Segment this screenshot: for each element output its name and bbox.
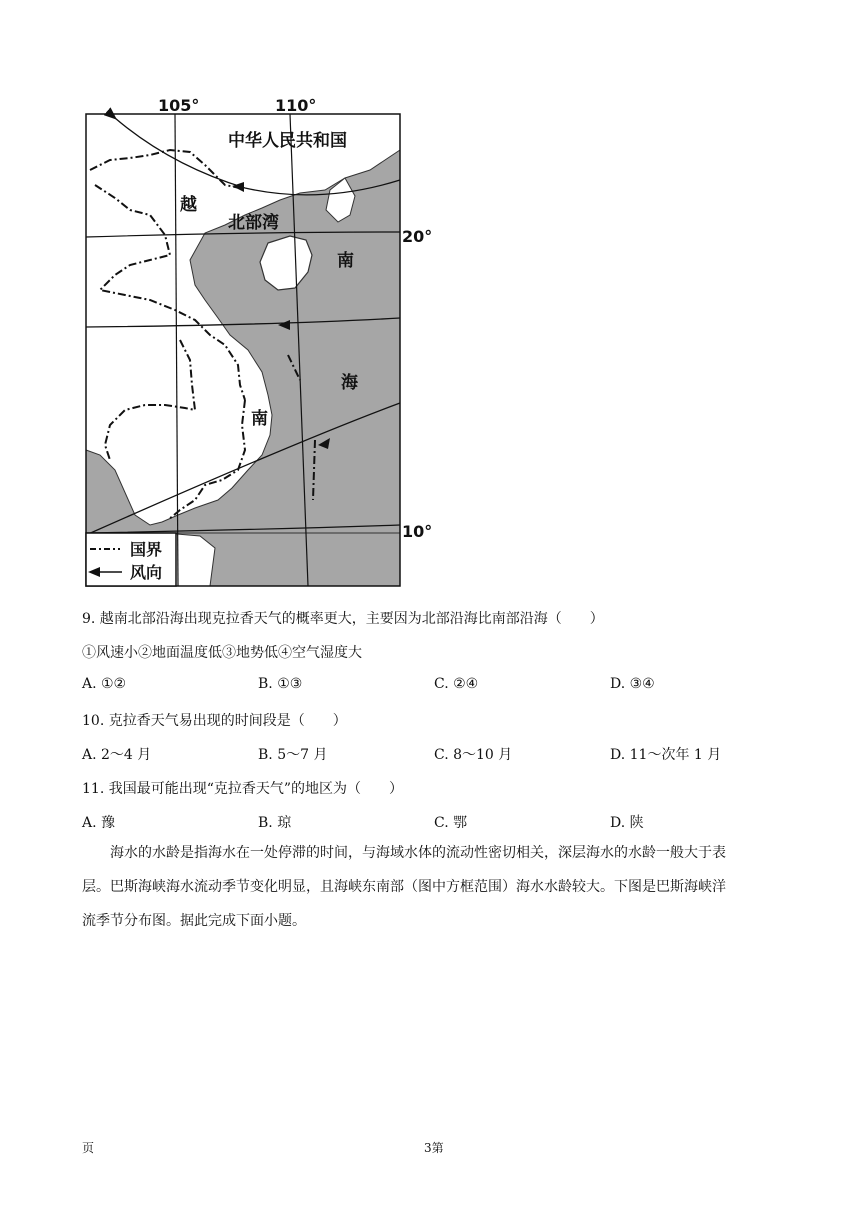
question-10-stem: 10. 克拉香天气易出现的时间段是（ ）	[82, 713, 347, 729]
q10-option-a: A. 2～4 月	[82, 747, 152, 763]
question-11-stem: 11. 我国最可能出现“克拉香天气”的地区为（ ）	[82, 781, 404, 797]
q11-option-b: B. 琼	[258, 815, 292, 831]
page-number: 3第	[424, 1141, 444, 1155]
question-9-stem: 9. 越南北部沿海出现克拉香天气的概率更大，主要因为北部沿海比南部沿海（ ）	[82, 611, 604, 627]
label-viet: 越	[180, 195, 197, 215]
lon-label-105: 105°	[158, 96, 200, 115]
label-china: 中华人民共和国	[228, 131, 347, 151]
label-sea-nan: 南	[337, 251, 354, 271]
passage-line-3: 流季节分布图。据此完成下面小题。	[82, 913, 306, 929]
q9-option-a: A. ①②	[82, 676, 127, 692]
label-nam: 南	[251, 409, 268, 429]
lon-label-110: 110°	[275, 96, 317, 115]
lat-label-20: 20°	[402, 227, 433, 246]
footer-left: 页	[82, 1141, 95, 1155]
q11-option-d: D. 陕	[610, 815, 644, 831]
q9-option-b: B. ①③	[258, 676, 303, 692]
q11-option-a: A. 豫	[82, 815, 116, 831]
map-figure	[60, 90, 440, 590]
legend-wind-label: 风向	[130, 563, 163, 582]
passage-line-2: 层。巴斯海峡海水流动季节变化明显，且海峡东南部（图中方框范围）海水水龄较大。下图是巴斯海峡洋	[82, 879, 726, 895]
q10-option-c: C. 8～10 月	[434, 747, 513, 763]
q10-option-d: D. 11～次年 1 月	[610, 747, 722, 763]
question-9-sub: ①风速小②地面温度低③地势低④空气湿度大	[82, 645, 362, 661]
q9-option-c: C. ②④	[434, 676, 479, 692]
label-sea-hai: 海	[341, 373, 358, 393]
passage-line-1: 海水的水龄是指海水在一处停滞的时间，与海域水体的流动性密切相关，深层海水的水龄一般大于表	[110, 845, 726, 861]
legend-border-label: 国界	[130, 540, 163, 559]
q9-option-d: D. ③④	[610, 676, 655, 692]
lat-label-10: 10°	[402, 522, 433, 541]
passage	[82, 836, 786, 938]
q11-option-c: C. 鄂	[434, 815, 468, 831]
q10-option-b: B. 5～7 月	[258, 747, 328, 763]
label-gulf: 北部湾	[228, 213, 279, 233]
